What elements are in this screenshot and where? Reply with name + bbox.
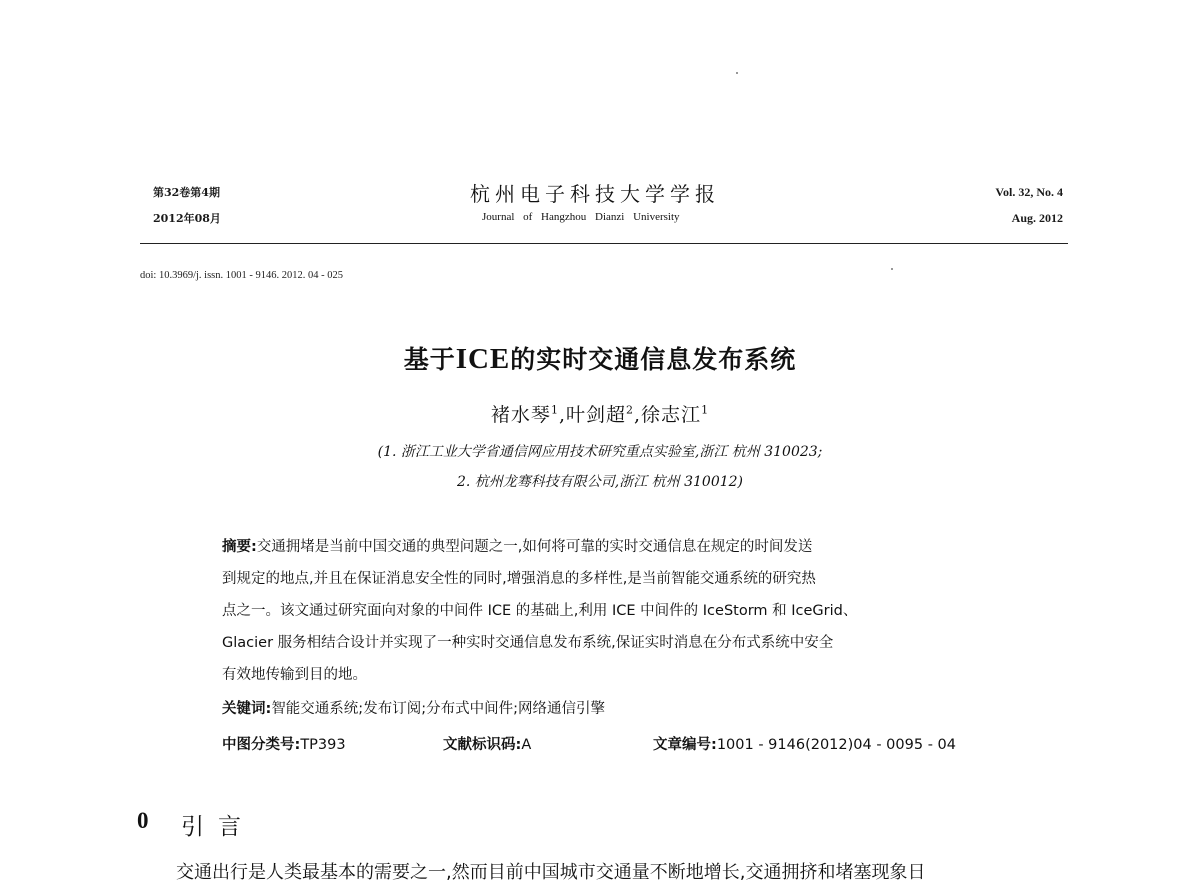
keywords-label: 关键词: [222,701,272,717]
affiliation-2: 2. 杭州龙骞科技有限公司,浙江 杭州 310012) [456,474,744,490]
author-list: 褚水琴$^1$,叶剑超$^2$,徐志江$^1$ [490,403,710,426]
article-number [653,733,956,754]
author-affil-mark: 2 [626,403,634,417]
doi: doi: 10.3969/j. issn. 1001 - 9146. 2012. 04 - 025 [140,270,344,281]
volume-en: Vol. 32, No. 4 [995,185,1063,199]
author-affil-mark: 1 [701,403,710,417]
article-number-value: 1001 - 9146(2012)04 - 0095 - 04 [716,737,956,753]
title-latin: ICE [455,343,511,375]
header-rule [140,243,1068,244]
classification-value: TP393 [300,737,346,753]
issue-date: 2012年08月 [153,212,221,225]
section-number: 0 [137,808,149,833]
author-affil-mark: 1 [550,403,559,417]
abstract-line-3: 点之一。该文通过研究面向对象的中间件 ICE 的基础上,利用 ICE 中间件的 IceStorm 和 IceGrid、 [222,603,858,619]
classification [222,733,346,754]
paper-title [0,340,1200,376]
date-en: Aug. 2012 [1011,211,1063,225]
document-code-label: 文献标识码: [443,737,522,753]
document-code [443,733,531,754]
scan-speck [891,268,893,270]
scan-speck [736,72,738,74]
volume-issue: 第32卷第4期 [153,186,220,199]
affiliation-1: (1. 浙江工业大学省通信网应用技术研究重点实验室,浙江 杭州 310023; [377,444,823,460]
article-number-label: 文章编号: [653,737,717,753]
section-title: 引言 [181,814,255,840]
abstract-line-1: 摘要:交通拥堵是当前中国交通的典型问题之一,如何将可靠的实时交通信息在规定的时间发送 [222,539,813,555]
abstract-line-5: 有效地传输到目的地。 [222,667,367,683]
author-name: 徐志江 [641,404,702,426]
title-suffix: 的实时交通信息发布系统 [510,345,797,374]
author-name: 褚水琴 [490,404,551,426]
body-paragraph-line: 交通出行是人类最基本的需要之一,然而目前中国城市交通量不断地增长,交通拥挤和堵塞现象日 [176,862,926,883]
title-prefix: 基于 [403,345,456,374]
author-name: 叶剑超 [565,404,626,426]
journal-title-cn: 杭州电子科技大学学报 [470,182,720,206]
classification-label: 中图分类号: [222,737,301,753]
abstract-line-2: 到规定的地点,并且在保证消息安全性的同时,增强消息的多样性,是当前智能交通系统的研究热 [222,571,816,587]
document-code-value: A [521,737,532,753]
abstract-line-4: Glacier 服务相结合设计并实现了一种实时交通信息发布系统,保证实时消息在分布式系统中安全 [222,635,834,651]
keywords-line [222,697,994,718]
keywords-text: 智能交通系统;发布订阅;分布式中间件;网络通信引擎 [271,701,605,717]
abstract-label: 摘要: [222,539,257,555]
journal-title-en: Journal of Hangzhou Dianzi University [482,211,680,223]
